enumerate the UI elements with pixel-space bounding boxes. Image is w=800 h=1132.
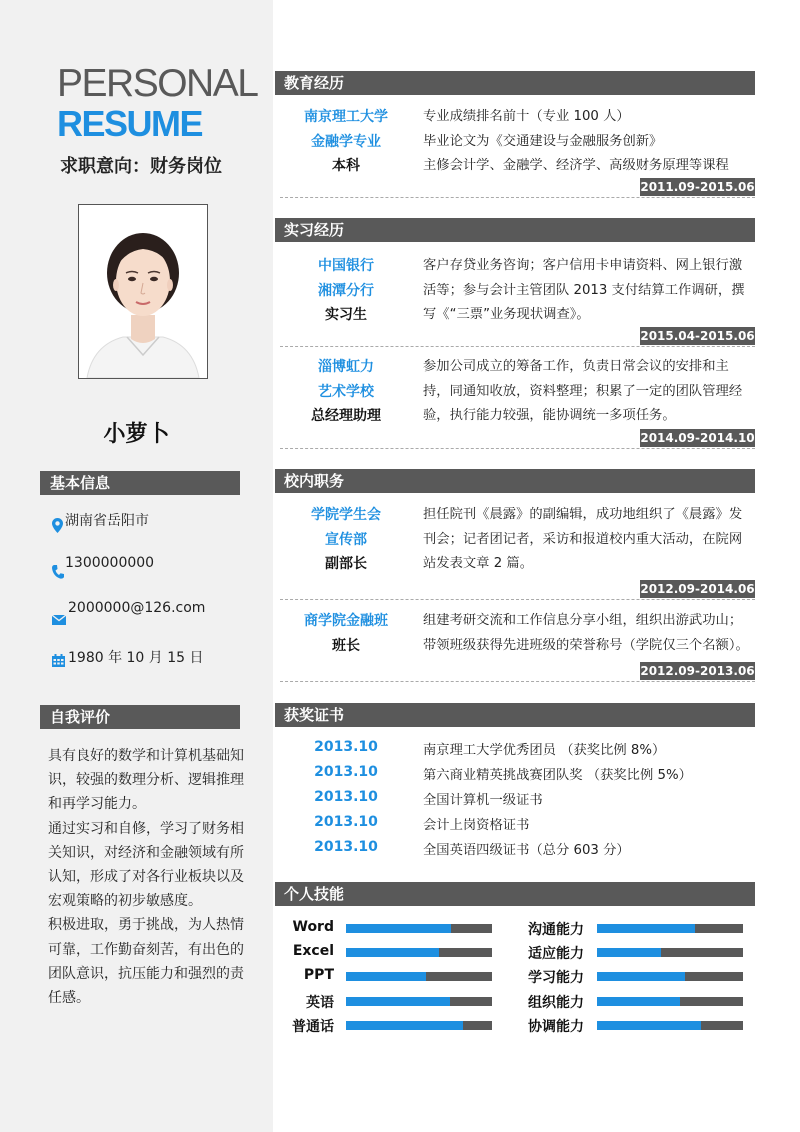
education-org [276, 105, 416, 179]
location-text: 湖南省岳阳市 [65, 513, 149, 529]
award-name: 全国计算机一级证书 [423, 793, 543, 808]
skill-label: 组织能力 [528, 994, 584, 1011]
skill-bar-fill [597, 997, 680, 1006]
internship-details [423, 355, 753, 429]
skill-bar [346, 948, 492, 957]
location-pin-icon [52, 518, 63, 533]
phone-icon [52, 565, 64, 579]
school-name: 南京理工大学 [304, 109, 388, 125]
award-year: 2013.10 [314, 739, 378, 755]
skill-label: 协调能力 [528, 1018, 584, 1035]
major-name: 金融学专业 [311, 133, 381, 150]
award-name: 会计上岗资格证书 [423, 818, 530, 833]
internship-org-line: 湘潭分行 [318, 282, 374, 299]
skill-label: 学习能力 [528, 970, 584, 987]
internship-org [276, 254, 416, 328]
profile-photo [78, 204, 208, 379]
campus-date: 2012.09-2014.06 [640, 582, 755, 596]
self-eval-paragraph: 积极进取，勇于挑战，为人热情可靠，工作勤奋刻苦，有出色的团队意识，抗压能力和强烈的责任感。 [48, 917, 244, 1007]
person-name: 小萝卜 [103, 422, 170, 447]
self-eval-paragraph: 具有良好的数学和计算机基础知识，较强的数理分析、逻辑推理和再学习能力。 [48, 748, 244, 813]
divider [280, 346, 755, 347]
skills-heading: 个人技能 [275, 882, 755, 906]
internship-details [423, 254, 753, 328]
skill-bar-fill [597, 972, 685, 981]
skill-bar-fill [346, 924, 451, 933]
skill-label: 英语 [306, 994, 334, 1011]
skill-bar-fill [346, 997, 450, 1006]
award-name: 南京理工大学优秀团员 （获奖比例 8%） [423, 743, 666, 758]
award-year: 2013.10 [314, 839, 378, 855]
education-details [423, 105, 753, 179]
internship-org-line: 中国银行 [318, 258, 374, 274]
skill-bar [346, 924, 492, 933]
skill-label: Excel [292, 943, 334, 960]
skill-bar [597, 972, 743, 981]
basic-info-heading: 基本信息 [40, 471, 240, 495]
self-eval-paragraph: 通过实习和自修，学习了财务相关知识，对经济和金融领域有所认知，形成了对各行业板块以及宏观策略的初步敏感度。 [48, 820, 244, 910]
internship-org [276, 355, 416, 429]
campus-org [276, 609, 416, 658]
internship-org-line: 淄博虹力 [318, 359, 374, 375]
education-line: 专业成绩排名前十（专业 100 人） [423, 109, 630, 124]
divider [280, 197, 755, 198]
self-eval-heading: 自我评价 [40, 705, 240, 729]
award-year: 2013.10 [314, 764, 378, 780]
birthday-text: 1980 年 10 月 15 日 [68, 650, 204, 666]
divider [280, 448, 755, 449]
education-line: 主修会计学、金融学、经济学、高级财务原理等课程 [423, 158, 729, 173]
divider [280, 681, 755, 682]
internship-date: 2015.04-2015.06 [640, 329, 755, 343]
award-year: 2013.10 [314, 814, 378, 830]
logo-resume: RESUME [57, 103, 203, 144]
divider [280, 599, 755, 600]
skill-bar-fill [597, 924, 695, 933]
internship-text: 客户存贷业务咨询；客户信用卡申请资料、网上银行激活等；参与会计主管团队 2013 支付结算工作调研，撰写《“三票”业务现状调查》。 [423, 258, 745, 322]
campus-heading: 校内职务 [275, 469, 755, 493]
award-name: 第六商业精英挑战赛团队奖 （获奖比例 5%） [423, 768, 692, 783]
campus-text: 担任院刊《晨露》的副编辑，成功地组织了《晨露》发刊会；记者团记者，采访和报道校内重大活动，在院网站发表文章 2 篇。 [423, 507, 743, 571]
campus-details [423, 609, 753, 658]
skill-bar-fill [597, 1021, 701, 1030]
internship-text: 参加公司成立的筹备工作，负责日常会议的安排和主持，同通知收放，资料整理；积累了一定的团队管理经验，执行能力较强，能协调统一多项任务。 [423, 359, 743, 423]
internship-role: 总经理助理 [311, 408, 381, 424]
internship-role: 实习生 [325, 307, 367, 323]
skill-bar [346, 1021, 492, 1030]
skill-bar-fill [346, 972, 426, 981]
sidebar [0, 0, 273, 1132]
awards-heading: 获奖证书 [275, 703, 755, 727]
mail-icon [52, 615, 66, 625]
campus-org-line: 宣传部 [325, 531, 367, 548]
email-text: 2000000@126.com [68, 600, 206, 616]
campus-role: 班长 [332, 637, 360, 654]
skill-bar [597, 997, 743, 1006]
campus-role: 副部长 [325, 556, 367, 572]
skill-label: PPT [303, 967, 334, 984]
self-eval-text [48, 744, 248, 1010]
internship-org-line: 艺术学校 [318, 383, 374, 400]
internship-date: 2014.09-2014.10 [640, 431, 755, 445]
skill-bar [346, 997, 492, 1006]
portrait-image [79, 205, 207, 378]
phone-text: 1300000000 [65, 555, 155, 571]
skill-bar [346, 972, 492, 981]
education-date: 2011.09-2015.06 [640, 180, 755, 194]
calendar-icon [52, 654, 65, 667]
skill-label: Word [292, 919, 334, 935]
campus-org [276, 503, 416, 577]
skill-label: 适应能力 [528, 946, 584, 963]
skill-label: 普通话 [292, 1018, 334, 1035]
education-line: 毕业论文为《交通建设与金融服务创新》 [423, 133, 663, 149]
campus-date: 2012.09-2013.06 [640, 664, 755, 678]
skill-bar [597, 924, 743, 933]
internship-heading: 实习经历 [275, 218, 755, 242]
campus-org-line: 商学院金融班 [304, 613, 388, 629]
skill-bar-fill [597, 948, 661, 957]
skill-bar [597, 948, 743, 957]
campus-org-line: 学院学生会 [311, 507, 381, 523]
skill-bar [597, 1021, 743, 1030]
skill-label: 沟通能力 [528, 922, 584, 938]
degree-name: 本科 [332, 158, 360, 174]
skill-bar-fill [346, 948, 439, 957]
skill-bar-fill [346, 1021, 463, 1030]
award-year: 2013.10 [314, 789, 378, 805]
job-intent: 求职意向：财务岗位 [60, 156, 222, 177]
award-name: 全国英语四级证书（总分 603 分） [423, 843, 630, 858]
campus-details [423, 503, 753, 577]
education-heading: 教育经历 [275, 71, 755, 95]
campus-text: 组建考研交流和工作信息分享小组，组织出游武功山；带领班级获得先进班级的荣誉称号（学院仅三个名额）。 [423, 613, 749, 653]
logo-personal: PERSONAL [57, 62, 258, 105]
